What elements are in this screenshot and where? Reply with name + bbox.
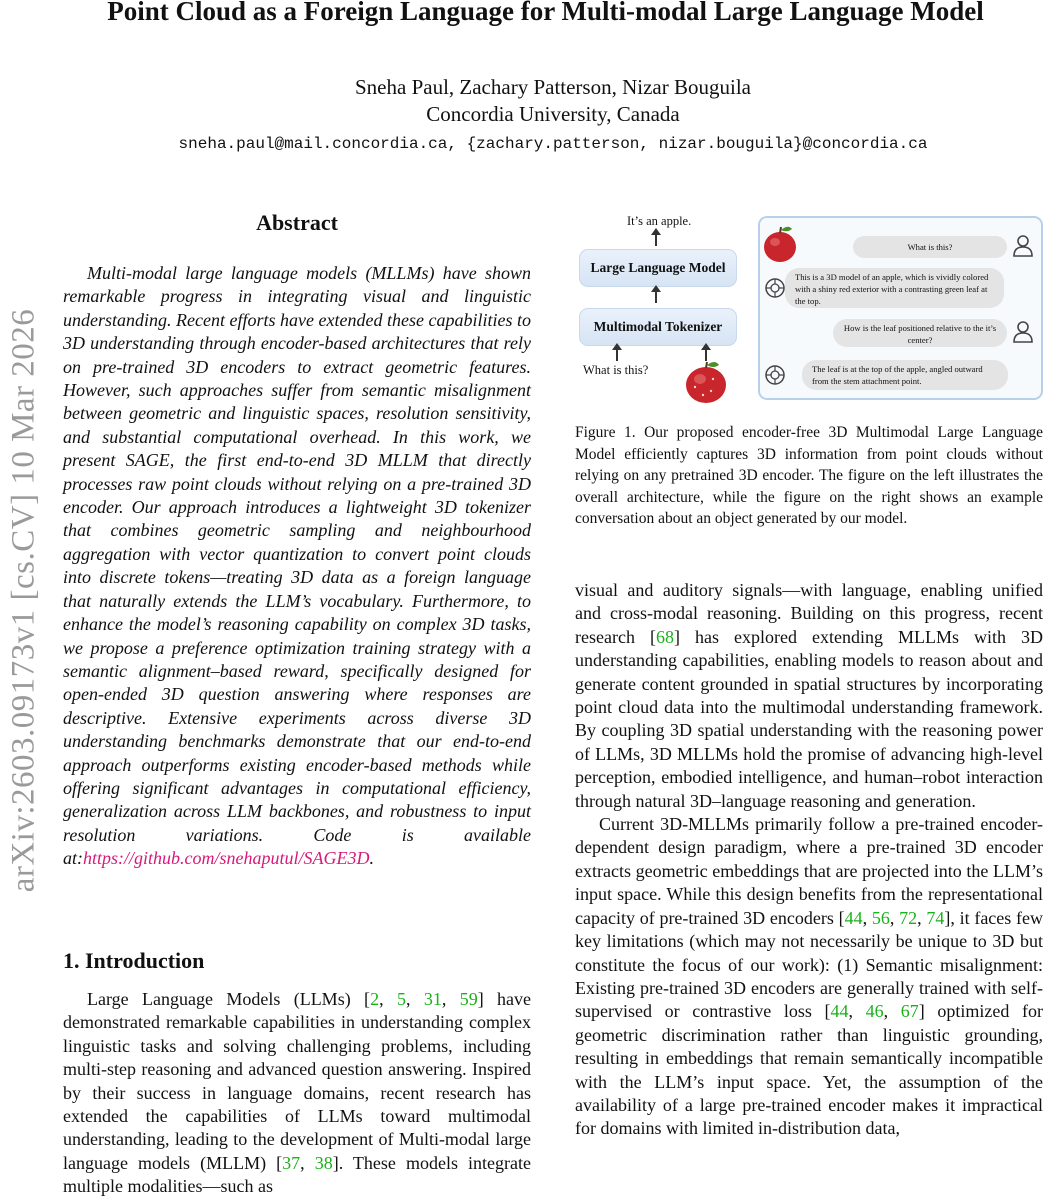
abstract-body [63, 262, 531, 871]
chat-user-message: How is the leaf positioned relative to the it’s center? [833, 319, 1007, 347]
intro-text: ]. These models integrate multiple modalities—such as [63, 1152, 531, 1197]
arrow-up-icon [616, 349, 618, 361]
body-text: ], it faces few key limitations (which may not necessarily be unique to 3D but constitute the focus of our work): (1) Semantic misalignment: Existing pre-trained 3D encoders are generally trained with self-supervised or contrastive loss [ [575, 907, 1043, 1022]
abstract-end: . [369, 848, 374, 869]
user-avatar-icon [1012, 234, 1034, 258]
affiliation: Concordia University, Canada [426, 102, 680, 126]
figure-caption [575, 422, 1043, 530]
apple-point-cloud-icon [683, 359, 729, 405]
model-logo-icon [764, 364, 786, 386]
arxiv-id: arXiv:2603.09173v1 [cs.CV] 10 Mar 2026 [5, 308, 42, 892]
citation-link[interactable]: 59 [459, 989, 478, 1009]
citation-link[interactable]: 2 [370, 989, 380, 1009]
paper-title: Point Cloud as a Foreign Language for Multi-modal Large Language Model [107, 0, 984, 26]
intro-text: ] have demonstrated remarkable capabilities in understanding complex linguistic tasks and solving challenging problems, including multi-step reasoning and advanced question answering. Inspired by their success in language domains, recent research has extended the capabilities of LLMs toward multimodal understanding, leading to the development of Multi-modal large language models (MLLM) [ [63, 989, 532, 1173]
apple-model-icon [762, 223, 798, 263]
input-question-text: What is this? [583, 363, 649, 377]
author-emails: sneha.paul@mail.concordia.ca, {zachary.patterson, nizar.bouguila}@concordia.ca [178, 135, 928, 153]
citation-link[interactable]: 38 [314, 1152, 333, 1173]
citation-link[interactable]: 68 [655, 626, 674, 647]
intro-paragraph: Large Language Models (LLMs) [2, 5, 31, 59] have demonstrated remarkable capabilities in understanding complex linguistic tasks and solving challenging problems, including multi-step reasoning and advanced question answering. Inspired by their success in language domains, recent research has extended the capabilities of LLMs toward multimodal understanding, leading to the development of Multi-modal large language models (MLLM) [37, 38]. These models integrate multiple modalities—such as [63, 989, 532, 1197]
model-logo-icon [764, 277, 786, 299]
body-text: ] has explored extending MLLMs with 3D understanding capabilities, enabling models to reason about and generate content grounded in spatial structures by incorporating point cloud data into the multimodal understanding framework. By coupling 3D spatial understanding with the reasoning power of LLMs, 3D MLLMs hold the promise of advancing high-level perception, embodied intelligence, and human–robot interaction through natural 3D–language reasoning and generation. [575, 626, 1043, 811]
citation-link[interactable]: 44 [844, 907, 863, 928]
citation-link[interactable]: 72 [899, 907, 918, 928]
citation-link[interactable]: 5 [396, 989, 406, 1009]
citation-link[interactable]: 46 [865, 1001, 884, 1022]
body-text: Current 3D-MLLMs primarily follow a pre-trained encoder-dependent design paradigm, where a pre-trained 3D encoder extracts geometric embeddings that are projected into the LLM’s input space. While this design benefits from the representational capacity of pre-trained 3D encoders [ [575, 814, 1043, 928]
intro-heading: 1. Introduction [63, 948, 205, 973]
llm-box: Large Language Model [579, 249, 737, 287]
intro-text: Large Language Models (LLMs) [ [87, 989, 371, 1009]
citation-link[interactable]: 74 [926, 907, 945, 928]
intro-body [63, 988, 531, 1199]
code-link[interactable]: https://github.com/snehaputul/SAGE3D [83, 848, 370, 869]
arrow-up-icon [655, 234, 657, 246]
abstract-paragraph [63, 262, 531, 871]
body-text: visual and auditory signals—with language, enabling unified and cross-modal reasoning. Building on this progress, recent research [ [575, 580, 1043, 647]
citation-link[interactable]: 37 [282, 1152, 301, 1173]
right-paragraph-1 [575, 579, 1043, 813]
abstract-heading: Abstract [256, 210, 338, 235]
user-avatar-icon [1012, 320, 1034, 344]
llm-output-text: It’s an apple. [627, 214, 692, 228]
body-text: ] optimized for geometric discrimination rather than linguistic grounding, resulting in embeddings that remain semantically incompatible with the LLM’s input space. Yet, the assumption of the availability of a large pre-trained encoder makes it impractical for domains with limited in-distribution data, [575, 1001, 1043, 1139]
right-column-body [575, 579, 1043, 1141]
citation-link[interactable]: 31 [423, 989, 442, 1009]
citation-link[interactable]: 56 [871, 907, 890, 928]
arxiv-sidebar [0, 0, 48, 1200]
tokenizer-box: Multimodal Tokenizer [579, 308, 737, 346]
caption-text: Figure 1. Our proposed encoder-free 3D Multimodal Large Language Model efficiently captures 3D information from point clouds without relying on any pretrained 3D encoder. The figure on the left illustrates the overall architecture, while the figure on the right shows an example conversation about an object generated by our model. [575, 424, 1043, 527]
chat-user-message: What is this? [853, 236, 1007, 258]
citation-link[interactable]: 67 [900, 1001, 919, 1022]
chat-model-message: This is a 3D model of an apple, which is vividly colored with a shiny red exterior with a contrasting green leaf at the top. [785, 268, 1004, 308]
arrow-up-icon [655, 291, 657, 303]
authors: Sneha Paul, Zachary Patterson, Nizar Bouguila [355, 75, 751, 99]
chat-model-message: The leaf is at the top of the apple, angled outward from the stem attachment point. [802, 360, 1008, 390]
right-paragraph-2: Current 3D-MLLMs primarily follow a pre-trained encoder-dependent design paradigm, where a pre-trained 3D encoder extracts geometric embeddings that are projected into the LLM’s input space. While this design benefits from the representational capacity of pre-trained 3D encoders [44, 56, 72, 74], it faces few key limitations (which may not necessarily be unique to 3D but constitute the focus of our work): (1) Semantic misalignment: Existing pre-trained 3D encoders are generally trained with self-supervised or contrastive loss [44, 46, 67] optimized for geometric discrimination rather than linguistic grounding, resulting in embeddings that remain semantically incompatible with the LLM’s input space. Yet, the assumption of the availability of a large pre-trained encoder makes it impractical for domains with limited in-distribution data, [575, 814, 1043, 1139]
citation-link[interactable]: 44 [830, 1001, 849, 1022]
abstract-text: Multi-modal large language models (MLLMs) have shown remarkable progress in integrating visual and linguistic understanding. Recent efforts have extended these capabilities to 3D understanding through encoder-based architectures that rely on pre-trained 3D encoders to extract geometric features. However, such approaches suffer from semantic misalignment between geometric and linguistic spaces, resolution sensitivity, and substantial computational overhead. In this work, we present SAGE, the first end-to-end 3D MLLM that directly processes raw point clouds without relying on a pre-trained 3D encoder. Our approach introduces a lightweight 3D tokenizer that combines geometric sampling and neighbourhood aggregation with vector quantization to convert point clouds into discrete tokens—treating 3D data as a foreign language that naturally extends the LLM’s vocabulary. Furthermore, to enhance the model’s reasoning capability on complex 3D tasks, we propose a preference optimization training strategy with a semantic alignment–based reward, specifically designed for open-ended 3D question answering where responses are descriptive. Extensive experiments across diverse 3D understanding benchmarks demonstrate that our end-to-end approach outperforms existing encoder-based methods while offering significant advantages in computational efficiency, generalization across LLM backbones, and robustness to input resolution variations. Code is available at: [63, 263, 531, 869]
